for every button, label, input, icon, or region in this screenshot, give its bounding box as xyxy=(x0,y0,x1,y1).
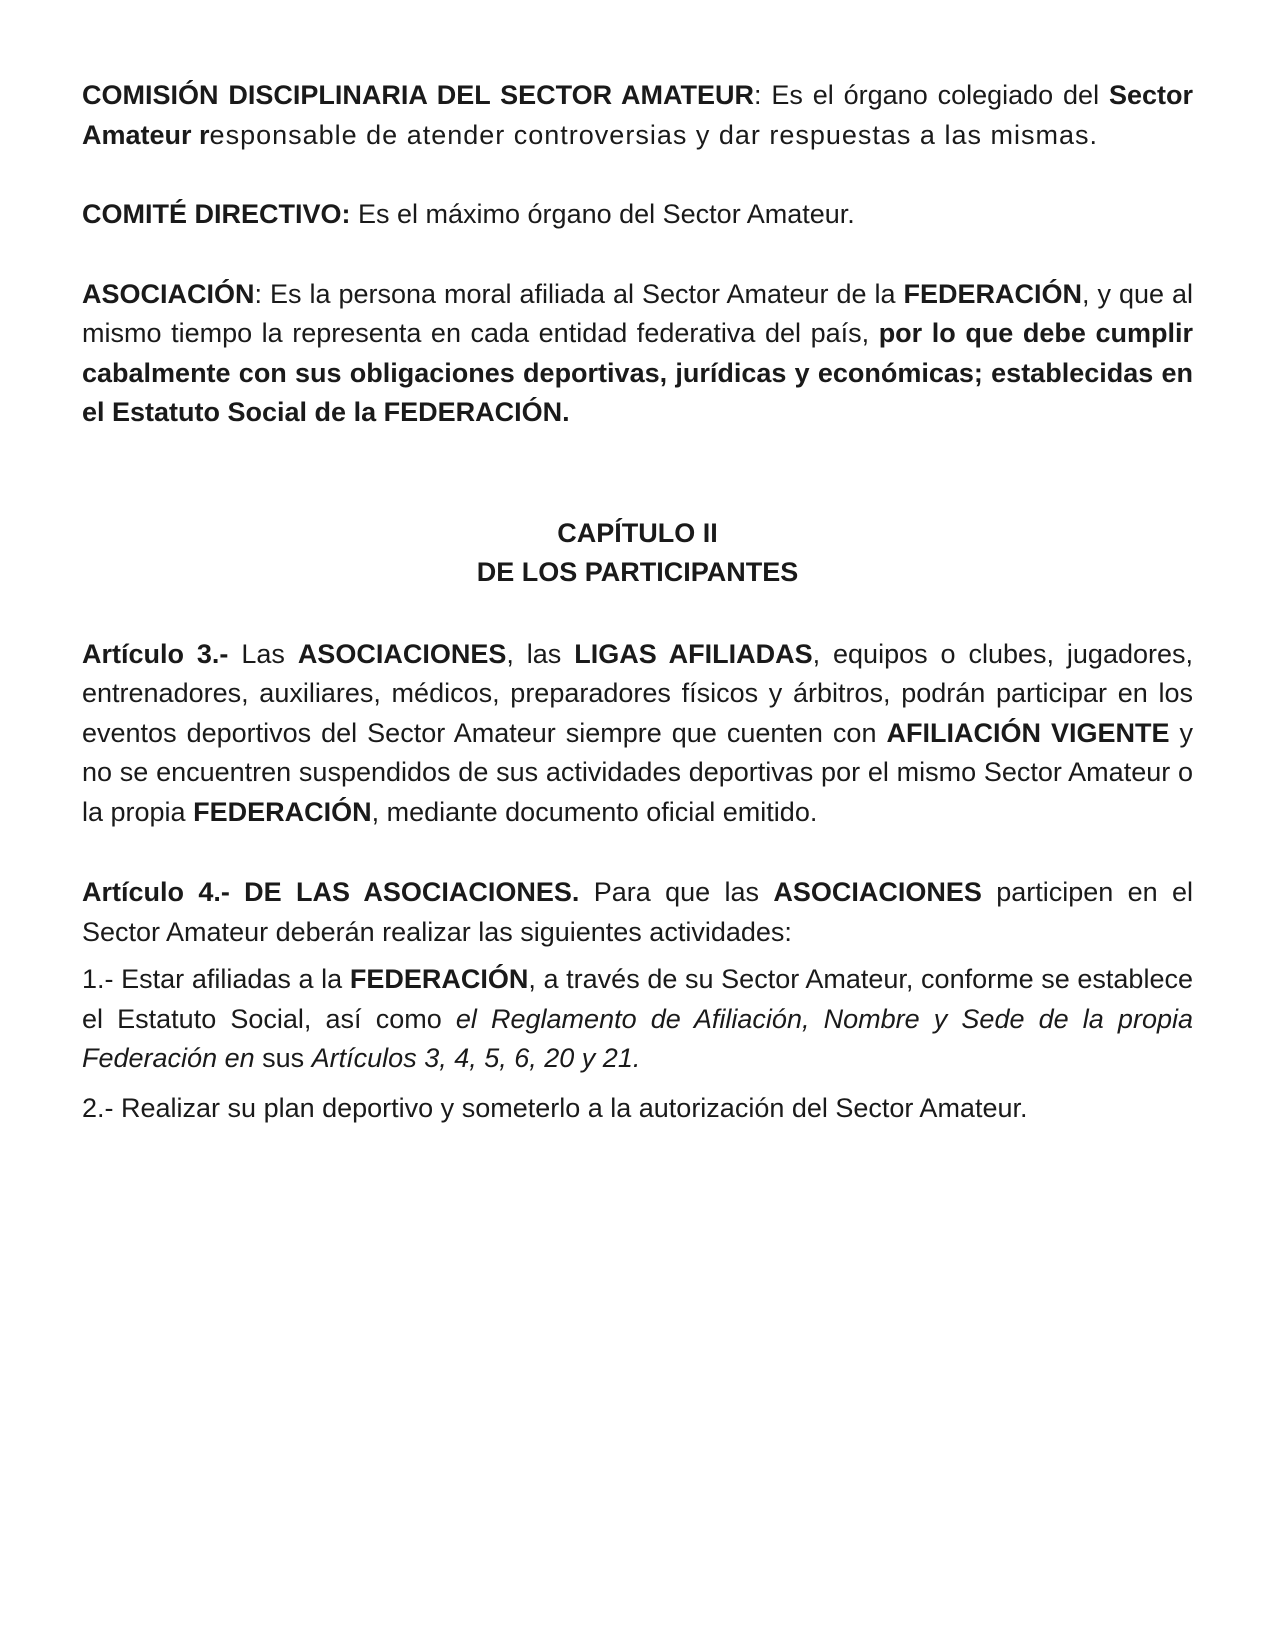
list-item: 1.- Estar afiliadas a la FEDERACIÓN, a través de su Sector Amateur, conforme se establece el Estatuto Social, así como el Reglamento de Afiliación, Nombre y Sede de la propia Federación en sus Artículos 3, 4, 5, 6, 20 y 21. xyxy=(82,964,1193,1073)
definition-text: esponsable de atender controversias y dar respuestas a las mismas. xyxy=(209,119,1098,150)
term-sector-amateur: Sector Amateur r xyxy=(82,80,1193,150)
term-comision: COMISIÓN DISCIPLINARIA DEL SECTOR AMATEUR xyxy=(82,80,754,110)
document-page xyxy=(82,76,1193,1128)
article-label: Artículo 4.- DE LAS ASOCIACIONES. xyxy=(82,877,580,907)
definition-text: : Es la persona moral afiliada al Sector Amateur de la xyxy=(254,278,904,309)
definition-text: , y que al mismo tiempo la representa en cada entidad federativa del país, xyxy=(82,278,1193,348)
definition-asociacion xyxy=(82,275,1193,433)
articulo-4: Artículo 4.- DE LAS ASOCIACIONES. Para que las ASOCIACIONES participen en el Sector Amateur deberán realizar las siguientes actividades: xyxy=(82,877,1193,947)
definition-bold-tail: por lo que debe cumplir cabalmente con sus obligaciones deportivas, jurídicas y económicas; establecidas en el Estatuto Social de la FEDERACIÓN. xyxy=(82,318,1194,427)
definition-comision: COMISIÓN DISCIPLINARIA DEL SECTOR AMATEUR: Es el órgano colegiado del Sector Amateur responsable de atender controversias y dar respuestas a las mismas. xyxy=(82,80,1193,150)
term-asociacion: ASOCIACIÓN xyxy=(82,278,255,309)
articulo-3: Artículo 3.- Las ASOCIACIONES, las LIGAS AFILIADAS, equipos o clubes, jugadores, entrenadores, auxiliares, médicos, preparadores físicos y árbitros, podrán participar en los eventos deportivos del Sector Amateur siempre que cuenten con AFILIACIÓN VIGENTE y no se encuentren suspendidos de sus actividades deportivas por el mismo Sector Amateur o la propia FEDERACIÓN, mediante documento oficial emitido. xyxy=(82,638,1193,827)
chapter-title: CAPÍTULO II xyxy=(557,517,718,548)
term-comite: COMITÉ DIRECTIVO: xyxy=(82,199,351,229)
definition-comite xyxy=(82,195,1193,235)
definition-text: Es el órgano colegiado del xyxy=(771,80,1109,110)
article-label: Artículo 3.- xyxy=(82,638,229,669)
definition-text: Es el máximo órgano del Sector Amateur. xyxy=(350,199,855,229)
chapter-heading xyxy=(82,514,1193,592)
list-item: 2.- Realizar su plan deportivo y someterlo a la autorización del Sector Amateur. xyxy=(82,1092,1028,1123)
term-federacion: FEDERACIÓN xyxy=(903,278,1083,309)
chapter-subtitle: DE LOS PARTICIPANTES xyxy=(476,556,799,587)
